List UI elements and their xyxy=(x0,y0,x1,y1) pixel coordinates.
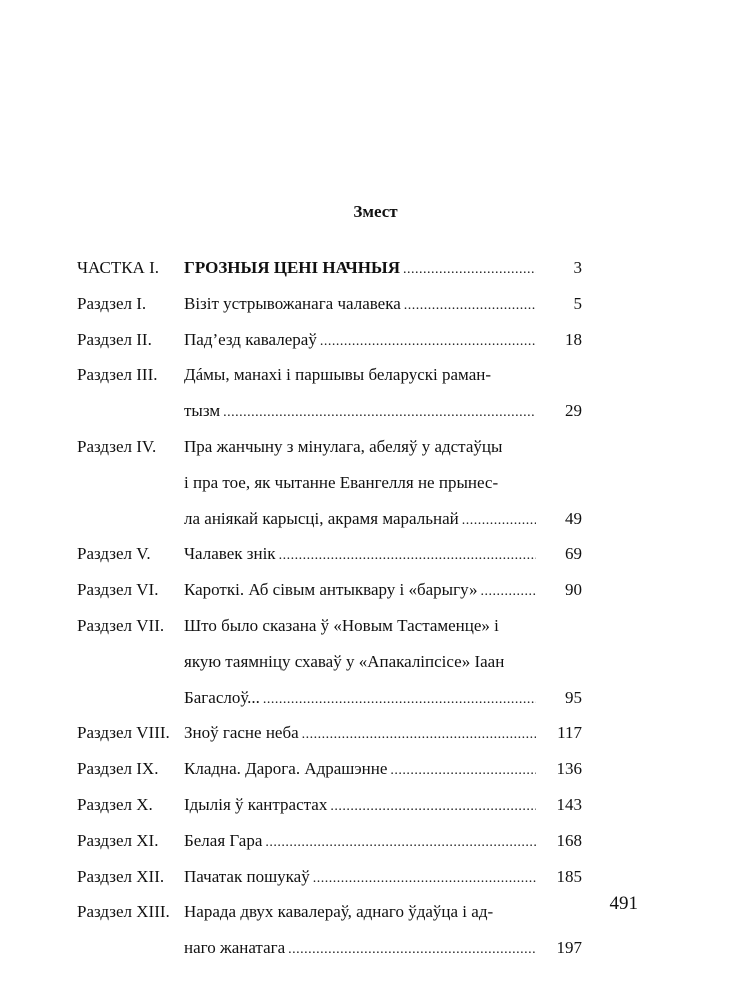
toc-entry-title-line xyxy=(184,902,546,934)
toc-entry-label: Раздзел XI. xyxy=(77,830,159,850)
dot-leader xyxy=(223,405,536,421)
toc-entry-page-number: 95 xyxy=(565,687,582,707)
toc-entry-title: Кароткі. Аб сівым антыквару і «барыгу» xyxy=(184,580,478,600)
toc-entry-page-number: 69 xyxy=(565,544,582,564)
toc-entry-page-number: 29 xyxy=(565,401,582,421)
toc-entry-title-line xyxy=(184,258,536,290)
dot-leader xyxy=(390,763,536,779)
toc-entry-label: Раздзел IV. xyxy=(77,437,157,456)
toc-entry-label: Раздзел VI. xyxy=(77,580,159,600)
toc-entry-title: Чалавек знік xyxy=(184,544,276,564)
toc-entry-title: Пра жанчыну з мінулага, абеляў у адстаўцы xyxy=(184,437,503,456)
dot-leader xyxy=(481,584,537,600)
dot-leader xyxy=(263,692,536,708)
dot-leader xyxy=(288,942,536,958)
toc-entry-title-line xyxy=(184,723,536,755)
toc-entry-title-line xyxy=(184,938,536,970)
toc-entry-page-number: 5 xyxy=(573,293,582,313)
toc-entry-title: Пад’езд кавалераў xyxy=(184,329,317,349)
toc-entry-title: ла аніякай карысці, акрамя маральнай xyxy=(184,508,459,528)
toc-entry-page-number: 136 xyxy=(556,759,582,779)
dot-leader xyxy=(265,835,536,851)
toc-entry-title-line xyxy=(184,616,546,648)
toc-entry-page-number: 185 xyxy=(556,866,582,886)
toc-entry-title: наго жанатага xyxy=(184,938,286,958)
toc-entry-title-line xyxy=(184,688,536,720)
toc-entry-title: Што было сказана ў «Новым Тастаменце» і xyxy=(184,616,499,635)
toc-entry-label: Раздзел XIII. xyxy=(77,902,170,922)
toc-entry-title-line xyxy=(184,759,536,791)
dot-leader xyxy=(330,799,536,815)
toc-entry-title-line xyxy=(184,652,546,684)
toc-entry-title: ГРОЗНЫЯ ЦЕНІ НАЧНЫЯ xyxy=(184,258,400,277)
toc-entry-title-line xyxy=(184,437,546,469)
dot-leader xyxy=(404,298,536,314)
toc-entry-label: Раздзел VII. xyxy=(77,616,165,635)
toc-entry-title: Зноў гасне неба xyxy=(184,723,299,743)
toc-entry-title: тызм xyxy=(184,401,221,421)
toc-entry-title-line xyxy=(184,580,536,612)
toc-entry-title: Візіт устрывожанага чалавека xyxy=(184,293,401,313)
dot-leader xyxy=(279,548,536,564)
toc-entry-title: Пачатак пошукаў xyxy=(184,866,310,886)
toc-entry-title-line xyxy=(184,330,536,362)
toc-entry-label: Раздзел X. xyxy=(77,795,153,814)
toc-entry-page-number: 197 xyxy=(556,938,582,958)
toc-entry-page-number: 3 xyxy=(573,258,582,277)
toc-entry-label: Раздзел V. xyxy=(77,544,151,564)
toc-entry-page-number: 168 xyxy=(556,830,582,850)
dot-leader xyxy=(403,262,536,278)
toc-entry-title-line xyxy=(184,544,536,576)
toc-entry-label: Раздзел ІІ. xyxy=(77,329,152,349)
toc-entry-label: Раздзел IX. xyxy=(77,759,159,779)
toc-entry-page-number: 117 xyxy=(557,723,582,743)
toc-entry-title-line xyxy=(184,473,546,505)
toc-entry-page-number: 49 xyxy=(565,508,582,528)
dot-leader xyxy=(462,513,536,529)
toc-entry-label: ЧАСТКА І. xyxy=(77,258,159,277)
toc-entry-title: Нарада двух кавалераў, аднаго ўдаўца і ад- xyxy=(184,902,494,922)
dot-leader xyxy=(313,871,536,887)
toc-entry-title-line xyxy=(184,401,536,433)
toc-entry-title-line xyxy=(184,867,536,899)
toc-entry-title: Белая Гара xyxy=(184,830,263,850)
page-number: 491 xyxy=(609,893,638,914)
dot-leader xyxy=(320,334,536,350)
toc-entry-title: Дáмы, манахі і паршывы беларускі раман- xyxy=(184,365,491,385)
toc-entry-label: Раздзел VIII. xyxy=(77,723,170,743)
toc-entry-title: Багаслоў... xyxy=(184,687,260,707)
page-title: Змест xyxy=(353,202,398,221)
toc-entry-title-line xyxy=(184,365,546,397)
toc-entry-title: якую таямніцу схаваў у «Апакаліпсісе» Іаан xyxy=(184,651,505,671)
toc-entry-title: і пра тое, як чытанне Евангелля не прынес- xyxy=(184,472,499,492)
toc-entry-page-number: 18 xyxy=(565,329,582,349)
toc-entry-page-number: 143 xyxy=(556,795,582,814)
toc-entry-label: Раздзел І. xyxy=(77,293,147,313)
toc-entry-page-number: 90 xyxy=(565,580,582,600)
toc-entry-title: Ідылія ў кантрастах xyxy=(184,795,328,814)
toc-entry-title-line xyxy=(184,294,536,326)
toc-entry-label: Раздзел ІІІ. xyxy=(77,365,158,385)
toc-entry-label: Раздзел XII. xyxy=(77,866,165,886)
dot-leader xyxy=(302,727,536,743)
toc-entry-title: Кладна. Дарога. Адрашэнне xyxy=(184,759,388,779)
toc-entry-title-line xyxy=(184,509,536,541)
toc-entry-title-line xyxy=(184,795,536,827)
toc-entry-title-line xyxy=(184,831,536,863)
